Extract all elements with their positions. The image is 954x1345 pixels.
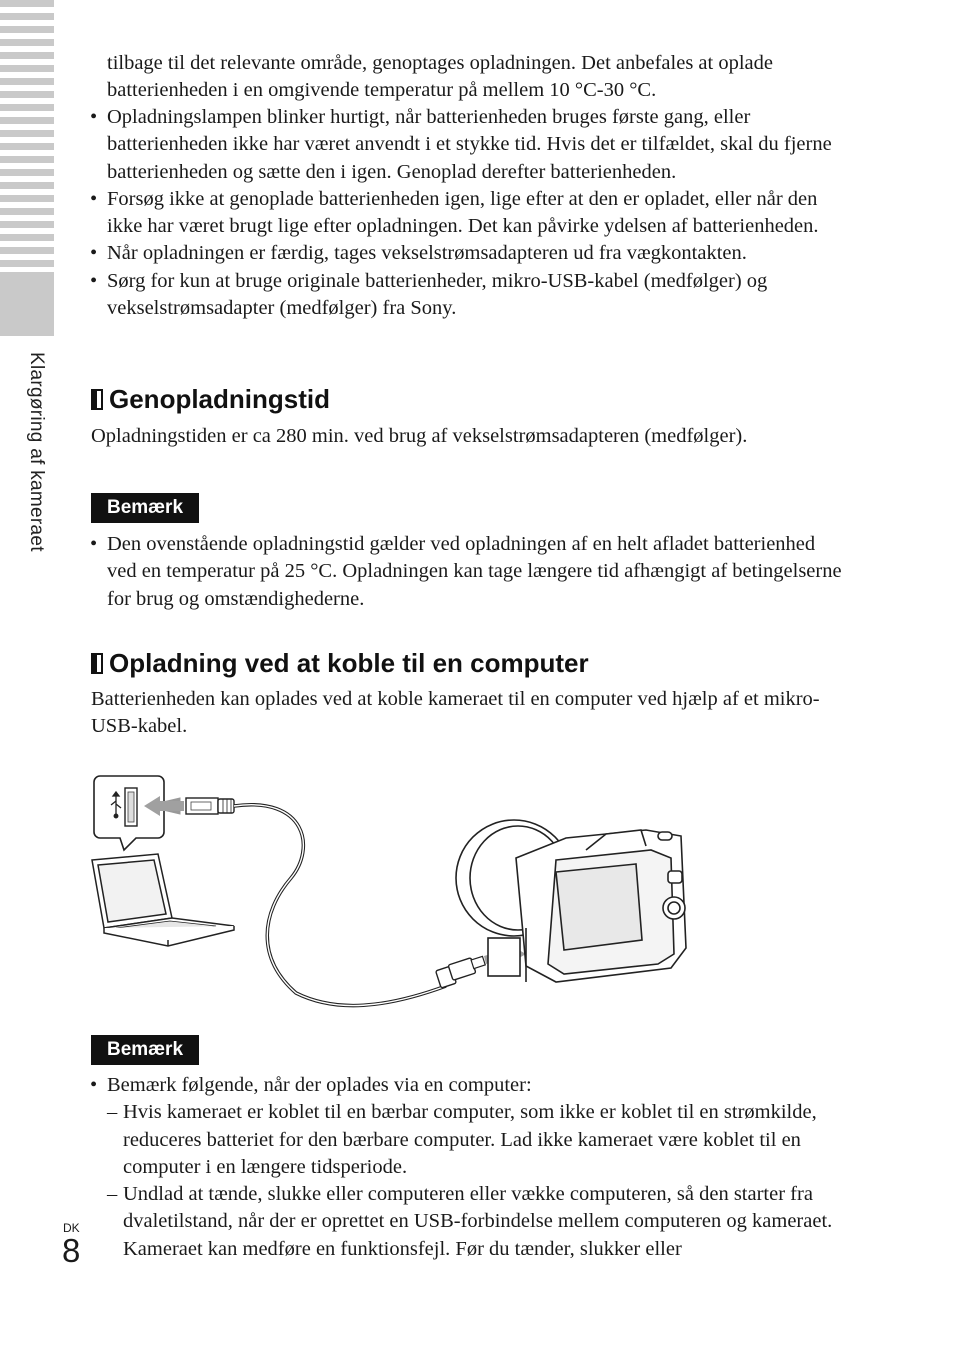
page-language-code: DK <box>63 1221 80 1235</box>
heading-marker <box>91 653 103 674</box>
laptop-illustration <box>92 854 234 946</box>
camera-illustration <box>456 820 686 982</box>
list-item: • Når opladningen er færdig, tages vekselstrømsadapteren ud fra vægkontakten. <box>89 240 849 267</box>
list-item: • Den ovenstående opladningstid gælder ved opladningen af en helt afladet batterienhed ved en temperatur på 25 °C. Opladningen kan tage længere tid afhængigt af betingelserne for brug og omstændighederne. <box>89 531 849 613</box>
note-badge: Bemærk <box>91 1035 199 1065</box>
dash-list <box>107 1099 849 1263</box>
usb-cable <box>234 805 446 1006</box>
chapter-side-label: Klargøring af kameraet <box>26 352 47 552</box>
dash-item: – Hvis kameraet er koblet til en bærbar computer, som ikke er koblet til en strømkilde, reduceres batteriet for den bærbare computer. Lad ikke kameraet være koblet til en computer i en længere tidsperiode. <box>107 1099 849 1181</box>
list-item <box>89 1072 849 1263</box>
heading-marker <box>91 389 103 410</box>
usb-plug <box>186 798 234 814</box>
section2-body: Batterienheden kan oplades ved at koble kameraet til en computer ved hjælp af et mikro-USB-kabel. <box>91 688 820 738</box>
section1-note-list <box>89 531 849 613</box>
note-intro: Bemærk følgende, når der oplades via en computer: <box>107 1074 532 1096</box>
edge-stripes <box>0 0 54 270</box>
section-heading-charging-time <box>91 384 330 414</box>
heading-text: Opladning ved at koble til en computer <box>109 648 589 678</box>
note-badge: Bemærk <box>91 493 199 523</box>
intro-continuation: tilbage til det relevante område, genoptages opladningen. Det anbefales at oplade batterienheden i en omgivende temperatur på mellem 10 °C-30 °C. <box>107 52 773 102</box>
usb-port-callout <box>94 776 164 850</box>
micro-usb-plug <box>436 956 486 988</box>
section2-note-list <box>89 1072 849 1263</box>
intro-bullet-list <box>89 104 849 322</box>
list-item: • Opladningslampen blinker hurtigt, når batterienheden bruges første gang, eller batterienheden ikke har været anvendt i et stykke tid. Hvis det er tilfældet, skal du fjerne batterienheden og sætte den i igen. Genoplad derefter batterienheden. <box>89 104 849 186</box>
section1-body: Opladningstiden er ca 280 min. ved brug af vekselstrømsadapteren (medfølger). <box>91 425 748 447</box>
list-item: • Forsøg ikke at genoplade batterienheden igen, lige efter at den er opladet, eller når den ikke har været brugt lige efter opladningen. Det kan påvirke ydelsen af batterienheden. <box>89 186 849 241</box>
chapter-tab <box>0 272 54 336</box>
dash-item: – Undlad at tænde, slukke eller computeren eller vække computeren, så den starter fra dvaletilstand, når der er oprettet en USB-forbindelse mellem computeren og kameraet. Kameraet kan medføre en funktionsfejl. Før du tænder, slukker eller <box>107 1181 849 1263</box>
page-number: 8 <box>62 1232 81 1269</box>
section-heading-computer-charging <box>91 648 589 678</box>
heading-text: Genopladningstid <box>109 384 330 414</box>
list-item: • Sørg for kun at bruge originale batterienheder, mikro-USB-kabel (medfølger) og vekselstrømsadapter (medfølger) fra Sony. <box>89 268 849 323</box>
usb-connection-illustration <box>86 768 706 1020</box>
